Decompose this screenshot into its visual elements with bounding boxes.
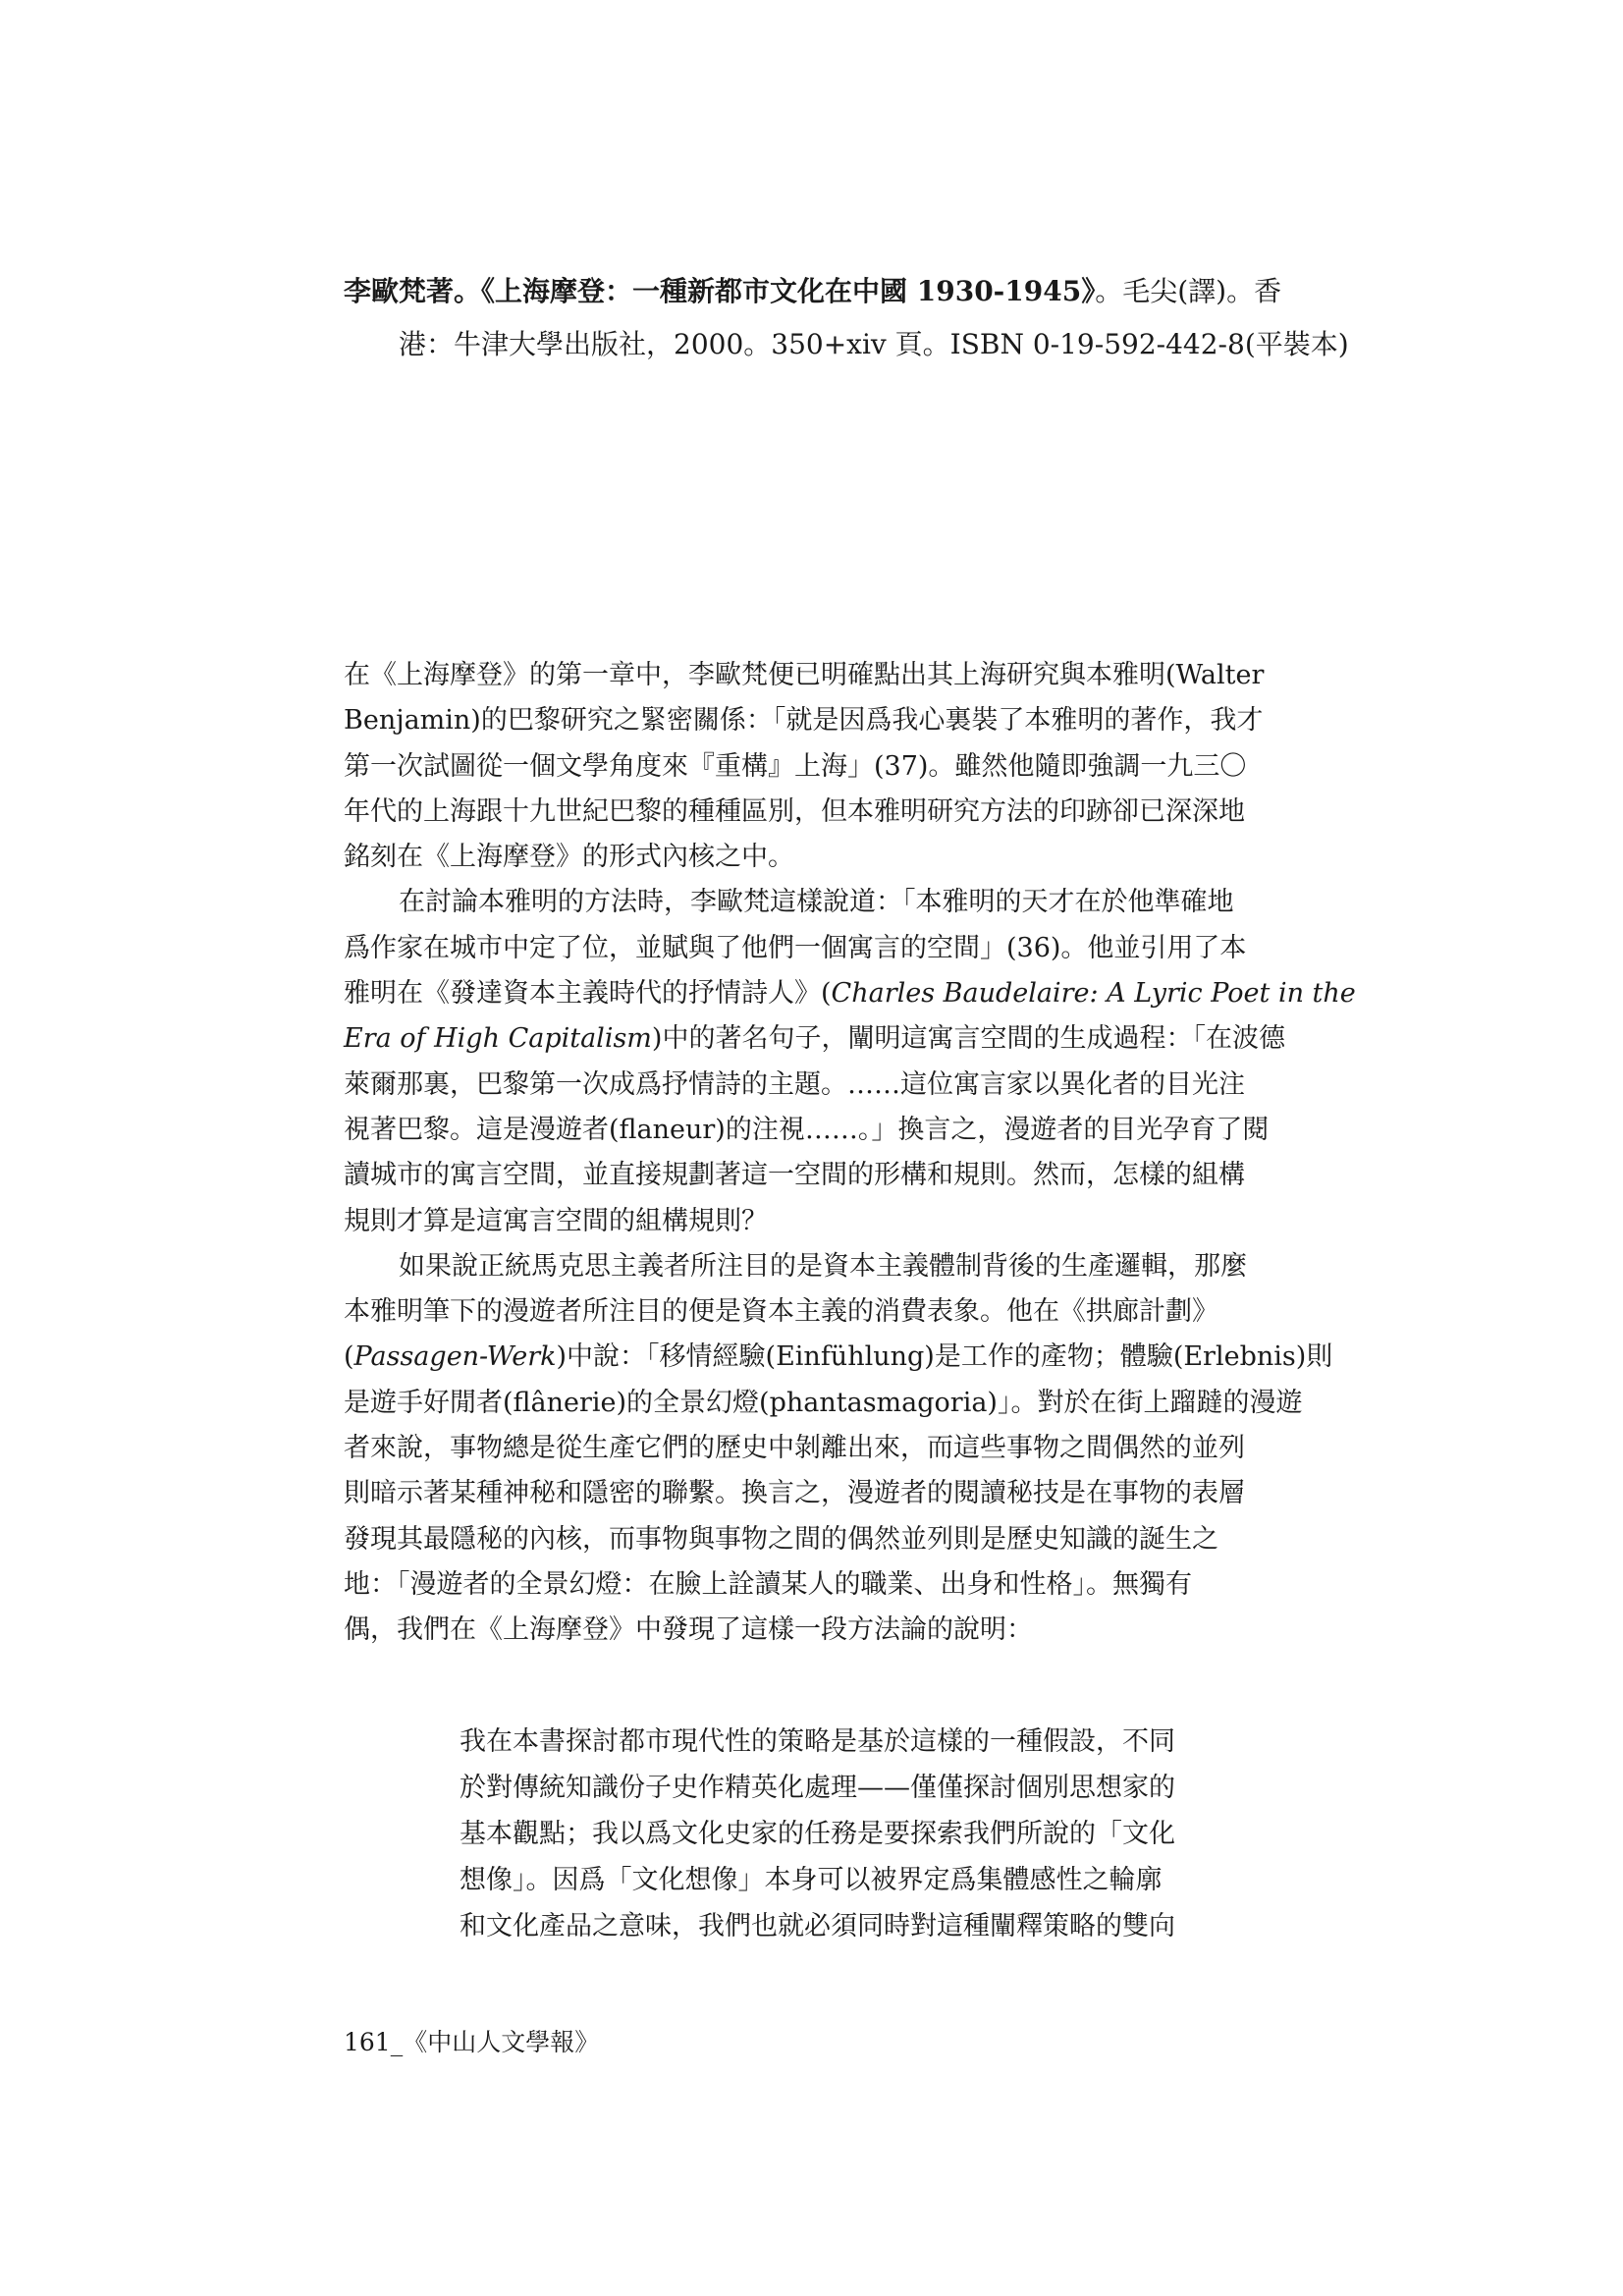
quote-line: 基本觀點；我以爲文化史家的任務是要探索我們所說的「文化 <box>460 1819 1175 1849</box>
text-line: 第一次試圖從一個文學角度來『重構』上海」(37)。雖然他隨即強調一九三〇 <box>344 750 1247 782</box>
text-line: 者來說，事物總是從生產它們的歷史中剝離出來，而這些事物之間偶然的並列 <box>344 1433 1245 1464</box>
text-line <box>344 971 1356 1016</box>
review-body <box>344 653 1356 1654</box>
text-line: 本雅明筆下的漫遊者所注目的便是資本主義的消費表象。他在《拱廊計劃》 <box>344 1296 1218 1328</box>
text-line: 是遊手好閒者(flânerie)的全景幻燈(phantasmagoria)」。對於在街上蹓躂的漫遊 <box>344 1387 1303 1418</box>
text-line: 如果說正統馬克思主義者所注目的是資本主義體制背後的生產邏輯，那麼 <box>399 1250 1247 1282</box>
citation-header <box>344 265 1349 371</box>
quote-line: 想像」。因爲「文化想像」本身可以被界定爲集體感性之輪廓 <box>460 1865 1163 1895</box>
text-span: )中說：「移情經驗(Einfühlung)是工作的產物；體驗(Erlebnis)則 <box>556 1341 1333 1373</box>
quote-line: 於對傳統知識份子史作精英化處理——僅僅探討個別思想家的 <box>460 1773 1175 1803</box>
text-line: 規則才算是這寓言空間的組構規則？ <box>344 1205 768 1236</box>
paragraph-3 <box>344 1244 1333 1654</box>
quote-line: 我在本書探討都市現代性的策略是基於這樣的一種假設，不同 <box>460 1726 1175 1757</box>
text-line: 則暗示著某種神秘和隱密的聯繫。換言之，漫遊者的閱讀秘技是在事物的表層 <box>344 1478 1245 1509</box>
text-line: 年代的上海跟十九世紀巴黎的種種區別，但本雅明研究方法的印跡卻已深深地 <box>344 795 1245 827</box>
citation-line-1 <box>344 265 1301 318</box>
page-footer <box>344 2028 599 2057</box>
block-quote <box>460 1719 1225 1949</box>
text-span: ( <box>344 1341 354 1373</box>
italic-title: Passagen-Werk <box>353 1341 557 1373</box>
italic-title: Charles Baudelaire: A Lyric Poet in the <box>831 978 1356 1010</box>
page-number: 161 <box>344 2028 391 2056</box>
text-line: 偶，我們在《上海摩登》中發現了這樣一段方法論的說明： <box>344 1614 1033 1646</box>
text-line: 發現其最隱秘的內核，而事物與事物之間的偶然並列則是歷史知識的誕生之 <box>344 1523 1218 1555</box>
quote-line: 和文化產品之意味，我們也就必須同時對這種闡釋策略的雙向 <box>460 1911 1175 1941</box>
text-line: Benjamin)的巴黎研究之緊密關係：「就是因爲我心裏裝了本雅明的著作，我才 <box>344 705 1264 737</box>
italic-title: Era of High Capitalism <box>344 1023 652 1055</box>
text-span: 雅明在《發達資本主義時代的抒情詩人》( <box>344 978 832 1010</box>
text-line: 在討論本雅明的方法時，李歐梵這樣說道：「本雅明的天才在於他準確地 <box>399 887 1234 918</box>
text-line: 萊爾那裏，巴黎第一次成爲抒情詩的主題。……這位寓言家以異化者的目光注 <box>344 1068 1245 1100</box>
text-line <box>344 1335 1333 1380</box>
book-author-title: 李歐梵著。《上海摩登：一種新都市文化在中國 1930-1945》 <box>344 275 1096 307</box>
text-span: )中的著名句子，闡明這寓言空間的生成過程：「在波德 <box>651 1023 1285 1055</box>
journal-name: _《中山人文學報》 <box>390 2028 600 2056</box>
text-line: 在《上海摩登》的第一章中，李歐梵便已明確點出其上海研究與本雅明(Walter <box>344 660 1265 690</box>
book-translator: 。毛尖(譯)。香 <box>1095 275 1282 307</box>
text-line: 讀城市的寓言空間，並直接規劃著這一空間的形構和規則。然而，怎樣的組構 <box>344 1160 1245 1191</box>
text-line <box>344 1016 1296 1062</box>
text-line: 爲作家在城市中定了位，並賦與了他們一個寓言的空間」(36)。他並引用了本 <box>344 932 1247 963</box>
book-publication: 港：牛津大學出版社，2000。350+xiv 頁。ISBN 0-19-592-442-8(平裝本) <box>399 328 1349 360</box>
paragraph-2 <box>344 880 1356 1243</box>
text-line: 視著巴黎。這是漫遊者(flaneur)的注視……。」換言之，漫遊者的目光孕育了閱 <box>344 1114 1270 1145</box>
text-line: 銘刻在《上海摩登》的形式內核之中。 <box>344 842 794 873</box>
paragraph-1 <box>344 653 1296 880</box>
text-line: 地：「漫遊者的全景幻燈：在臉上詮讀某人的職業、出身和性格」。無獨有 <box>344 1568 1192 1600</box>
